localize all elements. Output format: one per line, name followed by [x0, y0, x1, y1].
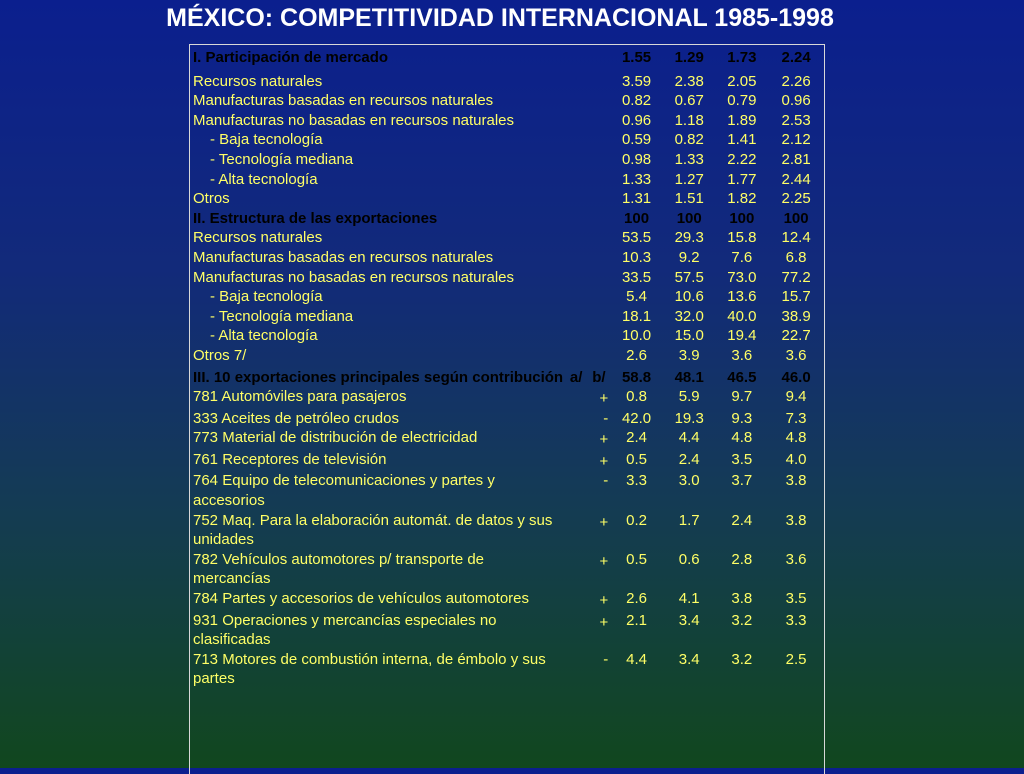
row-value: 9.7: [731, 388, 753, 406]
row-label: Otros: [193, 190, 230, 208]
row-value: 2.4: [731, 511, 753, 529]
empty-cell: [565, 550, 588, 589]
row-value: 0.96: [621, 111, 652, 129]
note-b: b/: [592, 368, 606, 386]
row-value: 2.25: [781, 190, 811, 208]
empty-cell: [565, 650, 588, 689]
row-value: 2.1: [626, 611, 647, 629]
section-total-value: 2.24: [781, 49, 811, 66]
empty-cell: [565, 189, 588, 209]
row-value: 1.7: [678, 511, 700, 529]
row-value: 4.1: [678, 590, 700, 608]
row-value: 2.53: [781, 111, 811, 129]
row-value: 15.7: [781, 288, 811, 306]
row-value: 3.59: [621, 72, 652, 90]
empty-cell: [565, 150, 588, 170]
contribution-sign: +: [599, 592, 609, 610]
section-total-value: 58.8: [621, 368, 652, 386]
row-value: 4.4: [678, 429, 700, 447]
row-value: 53.5: [621, 229, 652, 247]
table-row: [190, 428, 824, 450]
row-label: Otros 7/: [193, 346, 247, 364]
empty-cell: [565, 268, 588, 288]
row-value: 2.26: [781, 72, 811, 90]
row-value: 1.33: [674, 150, 704, 168]
row-label: 761 Receptores de televisión: [193, 450, 387, 468]
table-row: [190, 248, 824, 268]
row-value: 2.05: [727, 72, 757, 90]
row-value: 7.6: [731, 248, 753, 266]
competitiveness-table: [190, 45, 824, 689]
row-label: Manufacturas basadas en recursos naturales: [193, 248, 494, 266]
empty-cell: [588, 45, 611, 72]
table-row: [190, 228, 824, 248]
row-value: 57.5: [674, 268, 704, 286]
row-label: 784 Partes y accesorios de vehículos automotores: [193, 590, 530, 608]
empty-cell: [565, 387, 588, 409]
row-value: 0.67: [674, 92, 704, 110]
table-row: [190, 346, 824, 366]
row-value: 4.0: [785, 450, 807, 468]
row-value: 1.18: [674, 111, 704, 129]
table-row: [190, 72, 824, 92]
row-value: 7.3: [785, 409, 807, 427]
row-label: Manufacturas no basadas en recursos naturales: [193, 268, 515, 286]
row-value: 0.2: [626, 511, 647, 529]
empty-cell: [565, 307, 588, 327]
table-row: [190, 611, 824, 650]
table-row: [190, 150, 824, 170]
row-value: 5.9: [678, 388, 700, 406]
row-value: 2.5: [785, 650, 807, 668]
row-value: 0.59: [621, 131, 652, 149]
empty-cell: [588, 326, 611, 346]
row-value: 10.0: [621, 327, 652, 345]
row-value: 1.77: [727, 170, 757, 188]
empty-cell: [565, 248, 588, 268]
row-value: 15.8: [727, 229, 757, 247]
row-value: 2.4: [678, 450, 700, 468]
section-total-value: 100: [729, 209, 755, 227]
section-total-value: 100: [624, 209, 650, 227]
row-value: 2.44: [781, 170, 811, 188]
empty-cell: [588, 307, 611, 327]
row-value: 10.3: [621, 248, 652, 266]
row-value: 4.8: [731, 429, 753, 447]
note-a: a/: [569, 368, 583, 386]
row-value: 3.5: [785, 590, 807, 608]
row-label: - Tecnología mediana: [210, 307, 354, 325]
row-value: 9.2: [678, 248, 700, 266]
section-total-value: 100: [783, 209, 809, 227]
slide-title: MÉXICO: COMPETITIVIDAD INTERNACIONAL 1985-1998: [166, 4, 834, 32]
contribution-sign: -: [603, 409, 609, 427]
empty-cell: [565, 589, 588, 611]
table-body: [190, 45, 824, 689]
row-value: 10.6: [674, 288, 704, 306]
row-value: 3.0: [678, 472, 700, 490]
row-value: 1.41: [727, 131, 757, 149]
row-label: 764 Equipo de telecomunicaciones y partes y accesorios: [193, 472, 495, 510]
row-value: 9.4: [785, 388, 807, 406]
empty-cell: [565, 170, 588, 190]
empty-cell: [588, 346, 611, 366]
table-row: [190, 326, 824, 346]
empty-cell: [565, 111, 588, 131]
row-value: 3.6: [731, 346, 753, 364]
row-value: 3.3: [785, 611, 807, 629]
table-row: [190, 511, 824, 550]
table-row: [190, 650, 824, 689]
table-row: [190, 268, 824, 288]
row-value: 33.5: [621, 268, 652, 286]
row-value: 19.3: [674, 409, 704, 427]
row-value: 3.2: [731, 650, 753, 668]
empty-cell: [565, 611, 588, 650]
empty-cell: [565, 326, 588, 346]
table-row: [190, 589, 824, 611]
section-total-value: 1.29: [674, 49, 704, 66]
empty-cell: [588, 111, 611, 131]
row-value: 1.89: [727, 111, 757, 129]
empty-cell: [588, 268, 611, 288]
row-value: 40.0: [727, 307, 757, 325]
row-value: 2.12: [781, 131, 811, 149]
row-value: 6.8: [785, 248, 807, 266]
row-value: 29.3: [674, 229, 704, 247]
row-value: 38.9: [781, 307, 811, 325]
row-label: 782 Vehículos automotores p/ transporte de mercancías: [193, 550, 485, 588]
row-value: 13.6: [727, 288, 757, 306]
row-value: 2.38: [674, 72, 704, 90]
row-value: 3.8: [731, 590, 753, 608]
row-label: - Tecnología mediana: [210, 150, 354, 168]
section-total-value: 100: [676, 209, 702, 227]
row-value: 3.6: [785, 346, 807, 364]
table-row: [190, 130, 824, 150]
contribution-sign: +: [599, 613, 609, 631]
row-value: 2.4: [626, 429, 647, 447]
contribution-sign: -: [603, 472, 609, 490]
section-total-value: 46.5: [727, 368, 757, 386]
row-value: 9.3: [731, 409, 753, 427]
section-total-value: 1.55: [621, 49, 652, 66]
contribution-sign: +: [599, 452, 609, 470]
empty-cell: [565, 287, 588, 307]
empty-cell: [565, 228, 588, 248]
empty-cell: [565, 45, 588, 72]
row-label: 931 Operaciones y mercancías especiales no clasificadas: [193, 611, 497, 649]
empty-cell: [565, 130, 588, 150]
row-value: 19.4: [727, 327, 757, 345]
row-value: 1.31: [621, 190, 652, 208]
row-value: 22.7: [781, 327, 811, 345]
table-row: [190, 471, 824, 510]
section-header-row: [190, 45, 824, 72]
row-value: 5.4: [626, 288, 647, 306]
table-row: [190, 550, 824, 589]
row-label: 333 Aceites de petróleo crudos: [193, 409, 399, 427]
empty-cell: [565, 428, 588, 450]
empty-cell: [588, 91, 611, 111]
contribution-sign: -: [603, 650, 609, 668]
empty-cell: [588, 150, 611, 170]
contribution-sign: +: [599, 431, 609, 449]
section-header-label: III. 10 exportaciones principales según contribución: [193, 368, 564, 386]
empty-cell: [588, 287, 611, 307]
empty-cell: [588, 72, 611, 92]
row-value: 0.6: [678, 550, 700, 568]
empty-cell: [565, 471, 588, 510]
row-value: 2.81: [781, 150, 811, 168]
row-value: 15.0: [674, 327, 704, 345]
row-value: 3.4: [678, 611, 700, 629]
row-value: 0.98: [621, 150, 652, 168]
row-value: 0.82: [674, 131, 704, 149]
contribution-sign: +: [599, 552, 609, 570]
section-header-label: II. Estructura de las exportaciones: [193, 209, 438, 227]
row-value: 1.33: [621, 170, 652, 188]
row-value: 18.1: [621, 307, 652, 325]
row-value: 3.3: [626, 472, 647, 490]
empty-cell: [565, 409, 588, 429]
row-value: 4.8: [785, 429, 807, 447]
row-value: 4.4: [626, 650, 647, 668]
row-value: 3.8: [785, 472, 807, 490]
table-row: [190, 387, 824, 409]
row-value: 42.0: [621, 409, 652, 427]
row-value: 3.8: [785, 511, 807, 529]
row-value: 2.8: [731, 550, 753, 568]
row-value: 2.22: [727, 150, 757, 168]
row-value: 0.5: [626, 550, 647, 568]
empty-cell: [588, 228, 611, 248]
row-value: 0.82: [621, 92, 652, 110]
contribution-sign: +: [599, 513, 609, 531]
row-value: 0.8: [626, 388, 647, 406]
table-row: [190, 170, 824, 190]
row-label: - Alta tecnología: [210, 170, 318, 188]
row-value: 1.82: [727, 190, 757, 208]
row-value: 0.5: [626, 450, 647, 468]
section-header-row: [190, 209, 824, 229]
row-value: 3.6: [785, 550, 807, 568]
row-label: 713 Motores de combustión interna, de émbolo y sus partes: [193, 650, 546, 688]
row-label: 781 Automóviles para pasajeros: [193, 388, 407, 406]
competitiveness-table-frame: [189, 44, 825, 774]
row-label: Manufacturas no basadas en recursos naturales: [193, 111, 515, 129]
empty-cell: [565, 450, 588, 472]
empty-cell: [588, 130, 611, 150]
row-label: 773 Material de distribución de electricidad: [193, 429, 478, 447]
row-label: - Baja tecnología: [210, 131, 323, 149]
section-total-value: 48.1: [674, 368, 704, 386]
empty-cell: [588, 209, 611, 229]
row-value: 1.27: [674, 170, 704, 188]
empty-cell: [588, 248, 611, 268]
empty-cell: [565, 72, 588, 92]
row-value: 2.6: [626, 346, 647, 364]
row-value: 0.96: [781, 92, 811, 110]
row-value: 3.9: [678, 346, 700, 364]
row-value: 3.5: [731, 450, 753, 468]
table-row: [190, 111, 824, 131]
empty-cell: [565, 511, 588, 550]
table-row: [190, 450, 824, 472]
row-value: 3.2: [731, 611, 753, 629]
section-total-value: 46.0: [781, 368, 811, 386]
empty-cell: [588, 170, 611, 190]
table-row: [190, 91, 824, 111]
empty-cell: [565, 209, 588, 229]
row-value: 12.4: [781, 229, 811, 247]
table-row: [190, 409, 824, 429]
contribution-sign: +: [599, 390, 609, 408]
section-header-label: I. Participación de mercado: [193, 49, 389, 66]
row-label: - Baja tecnología: [210, 288, 323, 306]
row-label: - Alta tecnología: [210, 327, 318, 345]
row-value: 2.6: [626, 590, 647, 608]
row-label: Recursos naturales: [193, 72, 323, 90]
empty-cell: [565, 346, 588, 366]
table-row: [190, 189, 824, 209]
row-value: 1.51: [674, 190, 704, 208]
row-value: 0.79: [727, 92, 757, 110]
section-total-value: 1.73: [727, 49, 757, 66]
row-label: 752 Maq. Para la elaboración automát. de datos y sus unidades: [193, 511, 553, 549]
row-value: 3.7: [731, 472, 753, 490]
empty-cell: [565, 91, 588, 111]
table-row: [190, 287, 824, 307]
row-label: Recursos naturales: [193, 229, 323, 247]
row-value: 3.4: [678, 650, 700, 668]
row-label: Manufacturas basadas en recursos naturales: [193, 92, 494, 110]
row-value: 77.2: [781, 268, 811, 286]
section-header-row: [190, 366, 824, 388]
row-value: 32.0: [674, 307, 704, 325]
table-row: [190, 307, 824, 327]
row-value: 73.0: [727, 268, 757, 286]
empty-cell: [588, 189, 611, 209]
